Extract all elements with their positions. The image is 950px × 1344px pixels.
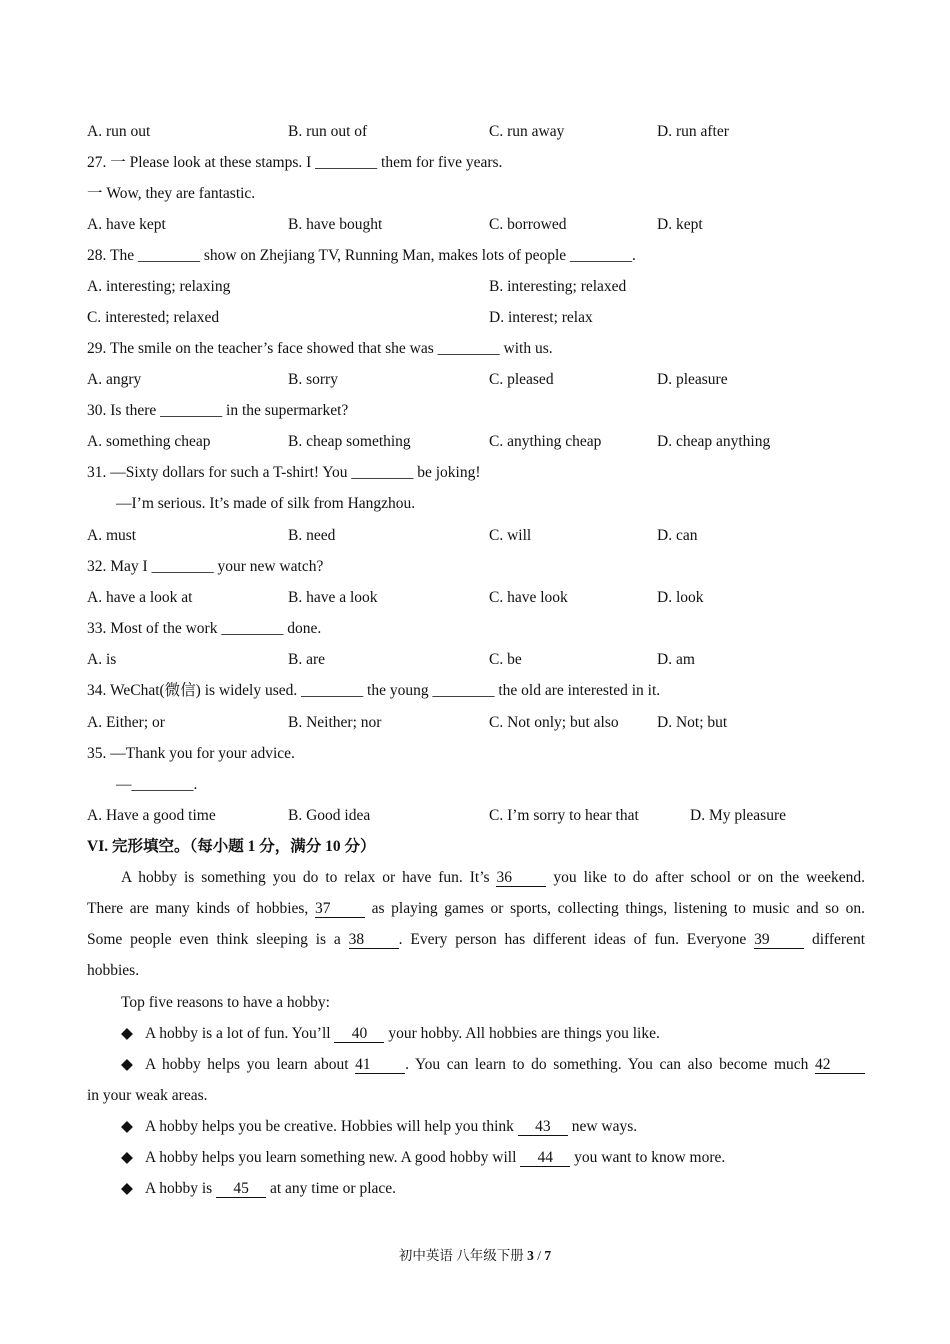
question-stem: 31. —Sixty dollars for such a T-shirt! You ________ be joking! [87,464,481,481]
question-stem: 32. May I ________ your new watch? [87,558,324,575]
question-stem: 34. WeChat(微信) is widely used. ________ the young ________ the old are interested in it. [87,682,661,699]
option: A. Either; or [87,714,165,731]
diamond-bullet-icon: ◆ [121,1149,133,1166]
option: C. be [489,651,522,668]
option: B. Neither; nor [288,714,382,731]
option: B. Good idea [288,807,371,824]
option: B. cheap something [288,433,411,450]
option: B. interesting; relaxed [489,278,627,295]
option: D. cheap anything [657,433,771,450]
option: D. Not; but [657,714,728,731]
question-stem: 28. The ________ show on Zhejiang TV, Running Man, makes lots of people ________. [87,247,636,264]
option: D. kept [657,216,703,233]
option: D. am [657,651,695,668]
blank-44[interactable]: 44 [520,1149,570,1167]
bullet-item: ◆ A hobby is a lot of fun. You’ll 40 your hobby. All hobbies are things you like. [121,1025,660,1042]
question-stem: 30. Is there ________ in the supermarket? [87,402,349,419]
blank-42[interactable]: 42 [815,1056,865,1074]
option: B. need [288,527,336,544]
option: A. must [87,527,137,544]
section-heading: VI. 完形填空。（每小题 1 分，满分 10 分） [87,838,376,855]
bullet-item: ◆ A hobby helps you learn about 41 . You can learn to do something. You can also become much 42 [121,1055,865,1075]
question-stem: 27. 一 Please look at these stamps. I ________ them for five years. [87,154,503,171]
option: C. run away [489,123,565,140]
bullet-item: ◆ A hobby helps you be creative. Hobbies will help you think 43 new ways. [121,1118,638,1135]
option: C. will [489,527,532,544]
passage-line: Top five reasons to have a hobby: [121,994,330,1011]
option: A. is [87,651,117,668]
option: D. run after [657,123,729,140]
passage-line: in your weak areas. [87,1087,208,1104]
question-stem: 33. Most of the work ________ done. [87,620,322,637]
option: D. interest; relax [489,309,593,326]
option: C. borrowed [489,216,567,233]
option: B. have a look [288,589,378,606]
option: B. run out of [288,123,368,140]
option: D. pleasure [657,371,728,388]
blank-37[interactable]: 37 [315,900,365,918]
diamond-bullet-icon: ◆ [121,1180,133,1197]
dialogue-reply: —________. [116,776,198,793]
dialogue-reply: 一 Wow, they are fantastic. [87,185,256,202]
option: A. something cheap [87,433,211,450]
blank-40[interactable]: 40 [334,1025,384,1043]
dialogue-reply: —I’m serious. It’s made of silk from Hangzhou. [116,495,416,512]
option: D. can [657,527,698,544]
blank-36[interactable]: 36 [496,869,546,887]
option: A. angry [87,371,142,388]
option: B. are [288,651,326,668]
page-number: 3 [527,1248,534,1263]
blank-41[interactable]: 41 [355,1056,405,1074]
diamond-bullet-icon: ◆ [121,1025,133,1042]
blank-38[interactable]: 38 [349,931,399,949]
diamond-bullet-icon: ◆ [121,1056,133,1073]
option: C. Not only; but also [489,714,619,731]
bullet-item: ◆ A hobby helps you learn something new. A good hobby will 44 you want to know more. [121,1149,726,1166]
option: A. have a look at [87,589,193,606]
option: C. pleased [489,371,554,388]
bullet-item: ◆ A hobby is 45 at any time or place. [121,1180,397,1197]
option: D. My pleasure [690,807,786,824]
question-stem: 29. The smile on the teacher’s face showed that she was ________ with us. [87,340,553,357]
passage-line: A hobby is something you do to relax or have fun. It’s 36 you like to do after school or on the weekend. [121,869,866,886]
passage-line: Some people even think sleeping is a 38 . Every person has different ideas of fun. Everyone 39 different [87,931,866,948]
option: A. have kept [87,216,166,233]
option: B. have bought [288,216,383,233]
footer-title: 初中英语 八年级下册 [398,1248,524,1263]
option: A. Have a good time [87,807,216,824]
blank-39[interactable]: 39 [754,931,804,949]
option: C. have look [489,589,568,606]
option: C. anything cheap [489,433,602,450]
option: B. sorry [288,371,338,388]
blank-43[interactable]: 43 [518,1118,568,1136]
option: C. I’m sorry to hear that [489,807,639,824]
option: D. look [657,589,704,606]
question-stem: 35. —Thank you for your advice. [87,745,295,762]
passage-line: There are many kinds of hobbies, 37 as playing games or sports, collecting things, listening to music and so on. [87,900,866,917]
blank-45[interactable]: 45 [216,1180,266,1198]
option: C. interested; relaxed [87,309,220,326]
page-footer: 初中英语 八年级下册 3 / 7 [398,1248,552,1263]
page-total: 7 [544,1248,552,1263]
diamond-bullet-icon: ◆ [121,1118,133,1135]
passage-line: hobbies. [87,962,140,979]
option: A. interesting; relaxing [87,278,231,295]
option: A. run out [87,123,151,140]
